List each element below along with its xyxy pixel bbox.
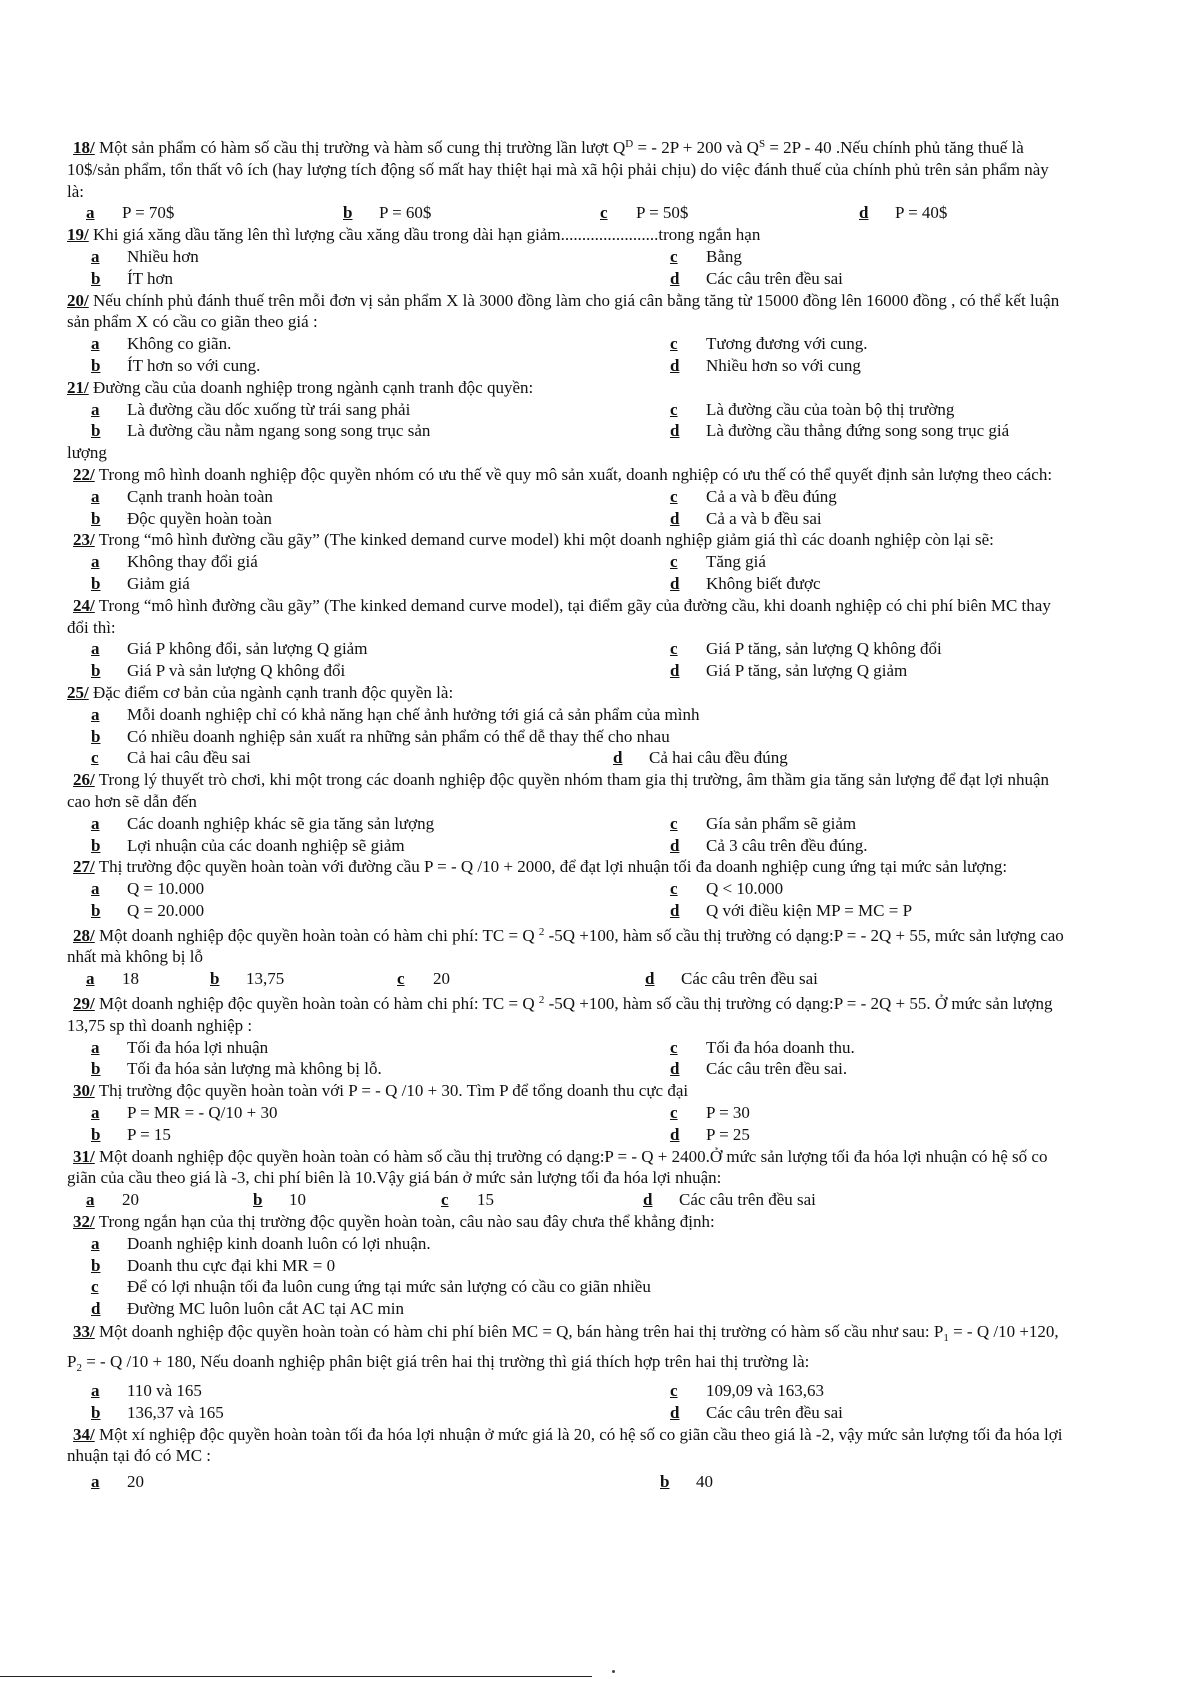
question-22	[67, 464, 1067, 486]
option-letter: b	[91, 726, 101, 746]
question-21	[67, 377, 1067, 399]
option-c[interactable]	[670, 813, 856, 835]
option-letter: a	[91, 1472, 100, 1492]
option-letter: a	[91, 552, 100, 572]
option-letter: d	[670, 573, 680, 593]
option-row	[67, 399, 1067, 421]
option-letter: a	[91, 399, 100, 419]
question-text: Một sản phẩm có hàm số cầu thị trường và hàm số cung thị trường lần lượt Q	[98, 138, 626, 157]
question-25	[67, 682, 1067, 704]
option-a[interactable]	[91, 704, 699, 726]
option-text: 20	[433, 969, 450, 989]
question-text: -5Q +100, hàm số cầu thị trường có dạng:P = - 2Q + 55. Ở mức sản lượng 13,75 sp thì doanh nghiệp :	[67, 994, 1053, 1035]
option-c[interactable]	[91, 1276, 651, 1298]
option-d[interactable]	[670, 660, 907, 682]
option-a[interactable]	[91, 399, 410, 421]
option-letter: d	[643, 1190, 653, 1210]
question-text: = - Q /10 +120, P	[67, 1322, 1059, 1372]
option-text: Độc quyền hoàn toàn	[127, 508, 272, 528]
option-row	[67, 202, 1067, 224]
option-letter: d	[670, 355, 680, 375]
option-c[interactable]	[670, 878, 783, 900]
option-text: Mỗi doanh nghiệp chỉ có khả năng hạn chế ảnh hưởng tới giá cả sản phẩm của mình	[127, 704, 700, 724]
option-text: Tối đa hóa sản lượng mà không bị lỗ.	[127, 1059, 382, 1079]
option-letter: d	[613, 748, 623, 768]
question-33	[67, 1320, 1067, 1380]
question-28	[67, 922, 1067, 969]
question-number: 24/	[73, 595, 95, 615]
option-text: Nhiều hơn	[127, 246, 199, 266]
question-number: 23/	[73, 530, 95, 550]
option-text: Có nhiều doanh nghiệp sản xuất ra những sản phẩm có thể dễ thay thế cho nhau	[127, 726, 670, 746]
option-text: Giá P và sản lượng Q không đổi	[127, 661, 346, 681]
option-text: Cả 3 câu trên đều đúng.	[706, 835, 868, 855]
question-text: Trong “mô hình đường cầu gãy” (The kinked demand curve model) khi một doanh nghiệp giảm giá thì các doanh nghiệp còn lại sẽ:	[98, 530, 994, 550]
question-number: 26/	[73, 770, 95, 790]
option-text: Lợi nhuận của các doanh nghiệp sẽ giảm	[127, 835, 405, 855]
question-number: 19/	[67, 225, 89, 245]
option-d[interactable]	[670, 1058, 847, 1080]
option-a[interactable]	[91, 486, 273, 508]
option-row	[67, 1402, 1067, 1424]
option-b[interactable]	[91, 508, 272, 530]
question-23	[67, 529, 1067, 551]
question-32	[67, 1211, 1067, 1233]
option-letter: b	[91, 421, 101, 441]
option-a[interactable]	[91, 1102, 277, 1124]
option-letter: d	[670, 1402, 680, 1422]
option-letter: a	[91, 246, 100, 266]
option-letter: a	[91, 704, 100, 724]
question-text: -5Q +100, hàm số cầu thị trường có dạng:P = - 2Q + 55, mức sản lượng cao nhất mà không bị lỗ	[67, 925, 1064, 967]
question-text: Một doanh nghiệp độc quyền hoàn toàn có hàm chi phí: TC = Q	[98, 994, 539, 1014]
option-row	[67, 1102, 1067, 1124]
option-letter: d	[670, 661, 680, 681]
option-letter: c	[670, 552, 678, 572]
question-text: Trong “mô hình đường cầu gãy” (The kinked demand curve model), tại điểm gãy của đường cầu, khi doanh nghiệp có chi phí biên MC thay đổi thì:	[67, 595, 1051, 637]
option-letter: c	[441, 1190, 449, 1210]
option-letter: c	[670, 1381, 678, 1401]
option-b[interactable]	[91, 726, 670, 748]
option-text: Doanh nghiệp kinh doanh luôn có lợi nhuận.	[127, 1233, 431, 1253]
option-text: Không co giãn.	[127, 334, 232, 354]
option-text: P = 30	[706, 1103, 750, 1123]
option-b[interactable]	[91, 660, 345, 682]
option-row	[67, 1058, 1067, 1080]
option-text: P = 40$	[895, 203, 948, 223]
option-text: P = 70$	[122, 203, 175, 223]
option-text: Giá P tăng, sản lượng Q không đổi	[706, 639, 942, 659]
question-text: Một doanh nghiệp độc quyền hoàn toàn có hàm chi phí biên MC = Q, bán hàng trên hai thị trường có hàm số cầu như sau: P	[98, 1322, 944, 1342]
option-row	[67, 1276, 1067, 1298]
question-number: 27/	[73, 857, 95, 877]
option-letter: d	[645, 969, 655, 989]
option-text: ÍT hơn	[127, 268, 173, 288]
option-text: Q với điều kiện MP = MC = P	[706, 900, 913, 920]
option-b[interactable]	[91, 835, 405, 857]
option-d[interactable]	[670, 900, 912, 922]
option-row	[67, 1471, 1067, 1493]
option-c[interactable]	[670, 333, 868, 355]
option-d[interactable]	[670, 835, 867, 857]
option-row	[67, 1298, 1067, 1320]
option-letter: d	[670, 835, 680, 855]
question-text: Khi giá xăng dầu tăng lên thì lượng cầu xăng dầu trong dài hạn giảm.......................trong ngắn hạn	[92, 225, 761, 245]
option-text: 136,37 và 165	[127, 1402, 224, 1422]
option-d[interactable]	[91, 1298, 404, 1320]
option-c[interactable]	[600, 202, 688, 224]
option-row	[67, 268, 1067, 290]
question-text: Trong mô hình doanh nghiệp độc quyền nhóm có ưu thế về quy mô sản xuất, doanh nghiệp có ưu thế có thể quyết định sản lượng theo cách:	[98, 464, 1053, 484]
option-letter: c	[670, 399, 678, 419]
option-row	[67, 355, 1067, 377]
option-text: Giá P tăng, sản lượng Q giảm	[706, 661, 908, 681]
option-row	[67, 878, 1067, 900]
question-24	[67, 595, 1067, 639]
option-letter: b	[91, 835, 101, 855]
question-number: 30/	[73, 1081, 95, 1101]
option-b[interactable]	[91, 268, 173, 290]
question-number: 25/	[67, 682, 89, 702]
option-row	[67, 573, 1067, 595]
option-text: Tối đa hóa lợi nhuận	[127, 1037, 269, 1057]
option-a[interactable]	[91, 1380, 202, 1402]
question-31	[67, 1146, 1067, 1190]
subscript: 1	[943, 1332, 949, 1345]
option-text: P = 50$	[636, 203, 689, 223]
superscript: S	[758, 138, 766, 150]
option-a[interactable]	[91, 638, 367, 660]
option-d[interactable]	[670, 573, 821, 595]
option-b[interactable]	[210, 968, 284, 990]
question-number: 33/	[73, 1322, 95, 1342]
option-row	[67, 508, 1067, 530]
option-text: Cả hai câu đều đúng	[649, 748, 788, 768]
option-text: P = 15	[127, 1124, 171, 1144]
footer-divider	[0, 1676, 592, 1677]
option-letter: c	[670, 334, 678, 354]
option-letter: d	[91, 1299, 101, 1319]
option-letter: b	[660, 1472, 670, 1492]
option-text: Giá P không đổi, sản lượng Q giảm	[127, 639, 368, 659]
option-letter: a	[91, 1103, 100, 1123]
option-d[interactable]	[670, 355, 861, 377]
option-c[interactable]	[91, 747, 251, 769]
option-text: Cả a và b đều đúng	[706, 486, 837, 506]
option-letter: b	[91, 1255, 101, 1275]
option-text: 110 và 165	[127, 1381, 202, 1401]
option-row	[67, 835, 1067, 857]
option-text: Các câu trên đều sai.	[706, 1059, 848, 1079]
option-row	[67, 1255, 1067, 1277]
option-text: P = 25	[706, 1124, 750, 1144]
option-b[interactable]	[91, 1255, 335, 1277]
option-letter: b	[91, 1402, 101, 1422]
option-row	[67, 638, 1067, 660]
option-a[interactable]	[86, 968, 139, 990]
option-c[interactable]	[670, 399, 954, 421]
option-a[interactable]	[91, 1471, 144, 1493]
option-letter: b	[210, 969, 220, 989]
option-text: Cả hai câu đều sai	[127, 748, 251, 768]
option-text-continuation: lượng	[67, 443, 107, 463]
option-text: 109,09 và 163,63	[706, 1381, 825, 1401]
option-text: Q = 10.000	[127, 879, 205, 899]
question-text: Nếu chính phủ đánh thuế trên mỗi đơn vị sản phẩm X là 3000 đồng làm cho giá cân bằng tăng từ 15000 đồng lên 16000 đồng , có thể kết luận sản phẩm X có cầu co giãn theo giá :	[67, 290, 1060, 332]
option-row	[67, 1233, 1067, 1255]
question-text: Thị trường độc quyền hoàn toàn với đường cầu P = - Q /10 + 2000, để đạt lợi nhuận tối đa doanh nghiệp cung ứng tại mức sản lượng:	[98, 857, 1008, 877]
option-row	[67, 1124, 1067, 1146]
option-d[interactable]	[643, 1189, 816, 1211]
option-d[interactable]	[859, 202, 947, 224]
option-letter: b	[343, 203, 353, 223]
option-row	[67, 813, 1067, 835]
option-b[interactable]	[91, 1058, 382, 1080]
option-text: Q = 20.000	[127, 900, 205, 920]
option-row	[67, 968, 1067, 990]
option-letter: a	[91, 813, 100, 833]
option-text: P = MR = - Q/10 + 30	[127, 1103, 278, 1123]
option-row	[67, 333, 1067, 355]
option-text: Tương đương với cung.	[706, 334, 868, 354]
option-letter: b	[91, 661, 101, 681]
question-text: Đường cầu của doanh nghiệp trong ngành cạnh tranh độc quyền:	[92, 377, 534, 397]
option-text: Gía sản phẩm sẽ giảm	[706, 813, 857, 833]
option-b[interactable]	[660, 1471, 713, 1493]
option-d[interactable]	[645, 968, 818, 990]
option-text: Là đường cầu của toàn bộ thị trường	[706, 399, 955, 419]
option-c[interactable]	[441, 1189, 494, 1211]
option-letter: a	[91, 1037, 100, 1057]
option-letter: c	[670, 813, 678, 833]
superscript: 2	[538, 925, 545, 938]
option-text: 15	[477, 1190, 494, 1210]
option-letter: b	[91, 1124, 101, 1144]
option-text: 13,75	[246, 969, 285, 989]
option-d[interactable]	[613, 747, 788, 769]
option-letter: b	[253, 1190, 263, 1210]
option-c[interactable]	[397, 968, 450, 990]
superscript: 2	[538, 994, 545, 1007]
option-letter: c	[91, 1277, 99, 1297]
option-a[interactable]	[86, 1189, 139, 1211]
option-text: Là đường cầu thẳng đứng song song trục giá	[706, 421, 1010, 441]
option-letter: d	[670, 508, 680, 528]
question-19	[67, 224, 1067, 246]
option-c[interactable]	[670, 486, 837, 508]
question-29	[67, 990, 1067, 1037]
option-a[interactable]	[91, 878, 204, 900]
option-letter: c	[670, 246, 678, 266]
option-letter: c	[670, 1037, 678, 1057]
question-text: Đặc điểm cơ bản của ngành cạnh tranh độc quyền là:	[92, 682, 454, 702]
option-c[interactable]	[670, 1037, 855, 1059]
option-text: Cả a và b đều sai	[706, 508, 822, 528]
option-text: 20	[122, 1190, 139, 1210]
option-row	[67, 246, 1067, 268]
question-20	[67, 290, 1067, 334]
option-letter: c	[91, 748, 99, 768]
question-27	[67, 856, 1067, 878]
option-a[interactable]	[91, 246, 199, 268]
subscript: 2	[76, 1362, 82, 1375]
option-b[interactable]	[91, 573, 190, 595]
option-letter: b	[91, 573, 101, 593]
footer-dot	[612, 1670, 615, 1673]
option-d[interactable]	[670, 508, 822, 530]
option-b[interactable]	[91, 1402, 224, 1424]
option-letter: c	[670, 879, 678, 899]
option-c[interactable]	[670, 246, 742, 268]
option-b[interactable]	[91, 355, 260, 377]
option-letter: d	[670, 268, 680, 288]
option-text: 40	[696, 1472, 713, 1492]
option-text: Các câu trên đều sai	[706, 1402, 843, 1422]
option-text: Nhiều hơn so với cung	[706, 355, 861, 375]
question-number: 32/	[73, 1212, 95, 1232]
option-text: ÍT hơn so với cung.	[127, 355, 261, 375]
question-text: Một xí nghiệp độc quyền hoàn toàn tối đa hóa lợi nhuận ở mức giá là 20, có hệ số co giãn cầu theo giá là -2, vậy mức sản lượng tối đa hóa lợi nhuận tại đó có MC :	[67, 1424, 1063, 1466]
question-number: 21/	[67, 377, 89, 397]
option-row	[67, 900, 1067, 922]
question-number: 28/	[73, 925, 95, 945]
option-letter: a	[86, 1190, 95, 1210]
question-number: 34/	[73, 1424, 95, 1444]
option-text: Tối đa hóa doanh thu.	[706, 1037, 855, 1057]
option-letter: c	[670, 486, 678, 506]
option-letter: a	[86, 203, 95, 223]
question-text: Một doanh nghiệp độc quyền hoàn toàn có hàm số cầu thị trường có dạng:P = - Q + 2400.Ở mức sản lượng tối đa hóa lợi nhuận có hệ số co giãn của cầu theo giá là -3, chi phí biên là 10.Vậy giá bán ở mức sản lượng tối đa hóa lợi nhuận:	[67, 1146, 1048, 1188]
option-a[interactable]	[91, 813, 434, 835]
option-row	[67, 1189, 1067, 1211]
option-text: Là đường cầu nằm ngang song song trục sản	[127, 421, 431, 441]
option-text: Các câu trên đều sai	[681, 969, 818, 989]
option-text: Tăng giá	[706, 552, 766, 572]
option-c[interactable]	[670, 1380, 824, 1402]
question-text: = - Q /10 + 180, Nếu doanh nghiệp phân biệt giá trên hai thị trường thì giá thích hợp trên hai thị trường là:	[81, 1352, 810, 1372]
option-letter: a	[91, 1381, 100, 1401]
question-26	[67, 769, 1067, 813]
option-letter: d	[670, 1124, 680, 1144]
question-text: Trong ngắn hạn của thị trường độc quyền hoàn toàn, câu nào sau đây chưa thể khẳng định:	[98, 1212, 715, 1232]
option-row	[67, 660, 1067, 682]
exam-page	[67, 134, 1067, 1493]
option-text: 10	[289, 1190, 306, 1210]
option-b[interactable]	[91, 1124, 171, 1146]
option-text: 18	[122, 969, 139, 989]
option-letter: c	[397, 969, 405, 989]
option-letter: a	[91, 639, 100, 659]
option-letter: a	[91, 334, 100, 354]
option-text: Là đường cầu dốc xuống từ trái sang phải	[127, 399, 411, 419]
question-number: 22/	[73, 464, 95, 484]
option-text: Đường MC luôn luôn cắt AC tại AC min	[127, 1299, 404, 1319]
option-b[interactable]	[253, 1189, 306, 1211]
superscript: D	[625, 138, 634, 150]
option-row	[67, 1037, 1067, 1059]
option-text: Cạnh tranh hoàn toàn	[127, 486, 273, 506]
option-text: 20	[127, 1472, 144, 1492]
option-d[interactable]	[670, 420, 1009, 442]
option-letter: d	[670, 421, 680, 441]
question-30	[67, 1080, 1067, 1102]
option-text: Các câu trên đều sai	[706, 268, 843, 288]
option-letter: b	[91, 355, 101, 375]
option-text: Để có lợi nhuận tối đa luôn cung ứng tại mức sản lượng có cầu co giãn nhiều	[127, 1277, 651, 1297]
option-letter: a	[91, 486, 100, 506]
option-a[interactable]	[91, 1037, 268, 1059]
option-text: Các doanh nghiệp khác sẽ gia tăng sản lượng	[127, 813, 435, 833]
question-number: 20/	[67, 290, 89, 310]
question-number: 31/	[73, 1146, 95, 1166]
option-d[interactable]	[670, 1402, 843, 1424]
option-d[interactable]	[670, 1124, 750, 1146]
option-b[interactable]	[91, 900, 204, 922]
option-letter: a	[91, 1233, 100, 1253]
option-letter: a	[91, 879, 100, 899]
option-text: Bằng	[706, 246, 742, 266]
option-letter: b	[91, 268, 101, 288]
question-18	[67, 134, 1067, 202]
option-letter: c	[670, 1103, 678, 1123]
question-text: = 2P - 40 .Nếu chính phủ tăng thuế là 10$/sản phẩm, tổn thất vô ích (hay lượng tích động số mất hay thiệt hại mà xã hội phải chịu) do việc đánh thuế của chính phủ trên sản phẩm này là:	[67, 138, 1049, 201]
option-text: Giảm giá	[127, 573, 190, 593]
option-row	[67, 726, 1067, 748]
option-text: Không biết được	[706, 573, 821, 593]
question-number: 18/	[73, 138, 95, 157]
option-wrap-line	[67, 442, 1067, 464]
option-letter: c	[600, 203, 608, 223]
option-text: Các câu trên đều sai	[679, 1190, 816, 1210]
option-letter: b	[91, 900, 101, 920]
option-letter: d	[670, 900, 680, 920]
option-letter: a	[86, 969, 95, 989]
option-d[interactable]	[670, 268, 843, 290]
option-c[interactable]	[670, 638, 942, 660]
question-text: Trong lý thuyết trò chơi, khi một trong các doanh nghiệp độc quyền nhóm tham gia thị trường, âm thầm gia tăng sản lượng để đạt lợi nhuận cao hơn sẽ dẫn đến	[67, 770, 1050, 811]
question-text: = - 2P + 200 và Q	[633, 138, 759, 157]
option-a[interactable]	[91, 333, 231, 355]
option-text: P = 60$	[379, 203, 432, 223]
option-letter: b	[91, 1059, 101, 1079]
option-letter: b	[91, 508, 101, 528]
option-row	[67, 704, 1067, 726]
option-c[interactable]	[670, 1102, 750, 1124]
option-c[interactable]	[670, 551, 766, 573]
option-a[interactable]	[91, 1233, 431, 1255]
option-a[interactable]	[86, 202, 174, 224]
question-34	[67, 1424, 1067, 1468]
option-row	[67, 551, 1067, 573]
question-text: Một doanh nghiệp độc quyền hoàn toàn có hàm chi phí: TC = Q	[94, 925, 539, 945]
option-text: Q < 10.000	[706, 879, 784, 899]
option-letter: c	[670, 639, 678, 659]
option-letter: d	[670, 1059, 680, 1079]
option-row	[67, 420, 1067, 442]
option-letter: d	[859, 203, 869, 223]
option-row	[67, 486, 1067, 508]
option-b[interactable]	[91, 420, 430, 442]
question-text: Thị trường độc quyền hoàn toàn với P = - Q /10 + 30. Tìm P để tổng doanh thu cực đại	[98, 1081, 689, 1101]
option-text: Không thay đổi giá	[127, 552, 258, 572]
option-row	[67, 1380, 1067, 1402]
question-number: 29/	[73, 994, 95, 1014]
option-text: Doanh thu cực đại khi MR = 0	[127, 1255, 336, 1275]
option-row	[67, 747, 1067, 769]
option-a[interactable]	[91, 551, 258, 573]
option-b[interactable]	[343, 202, 431, 224]
